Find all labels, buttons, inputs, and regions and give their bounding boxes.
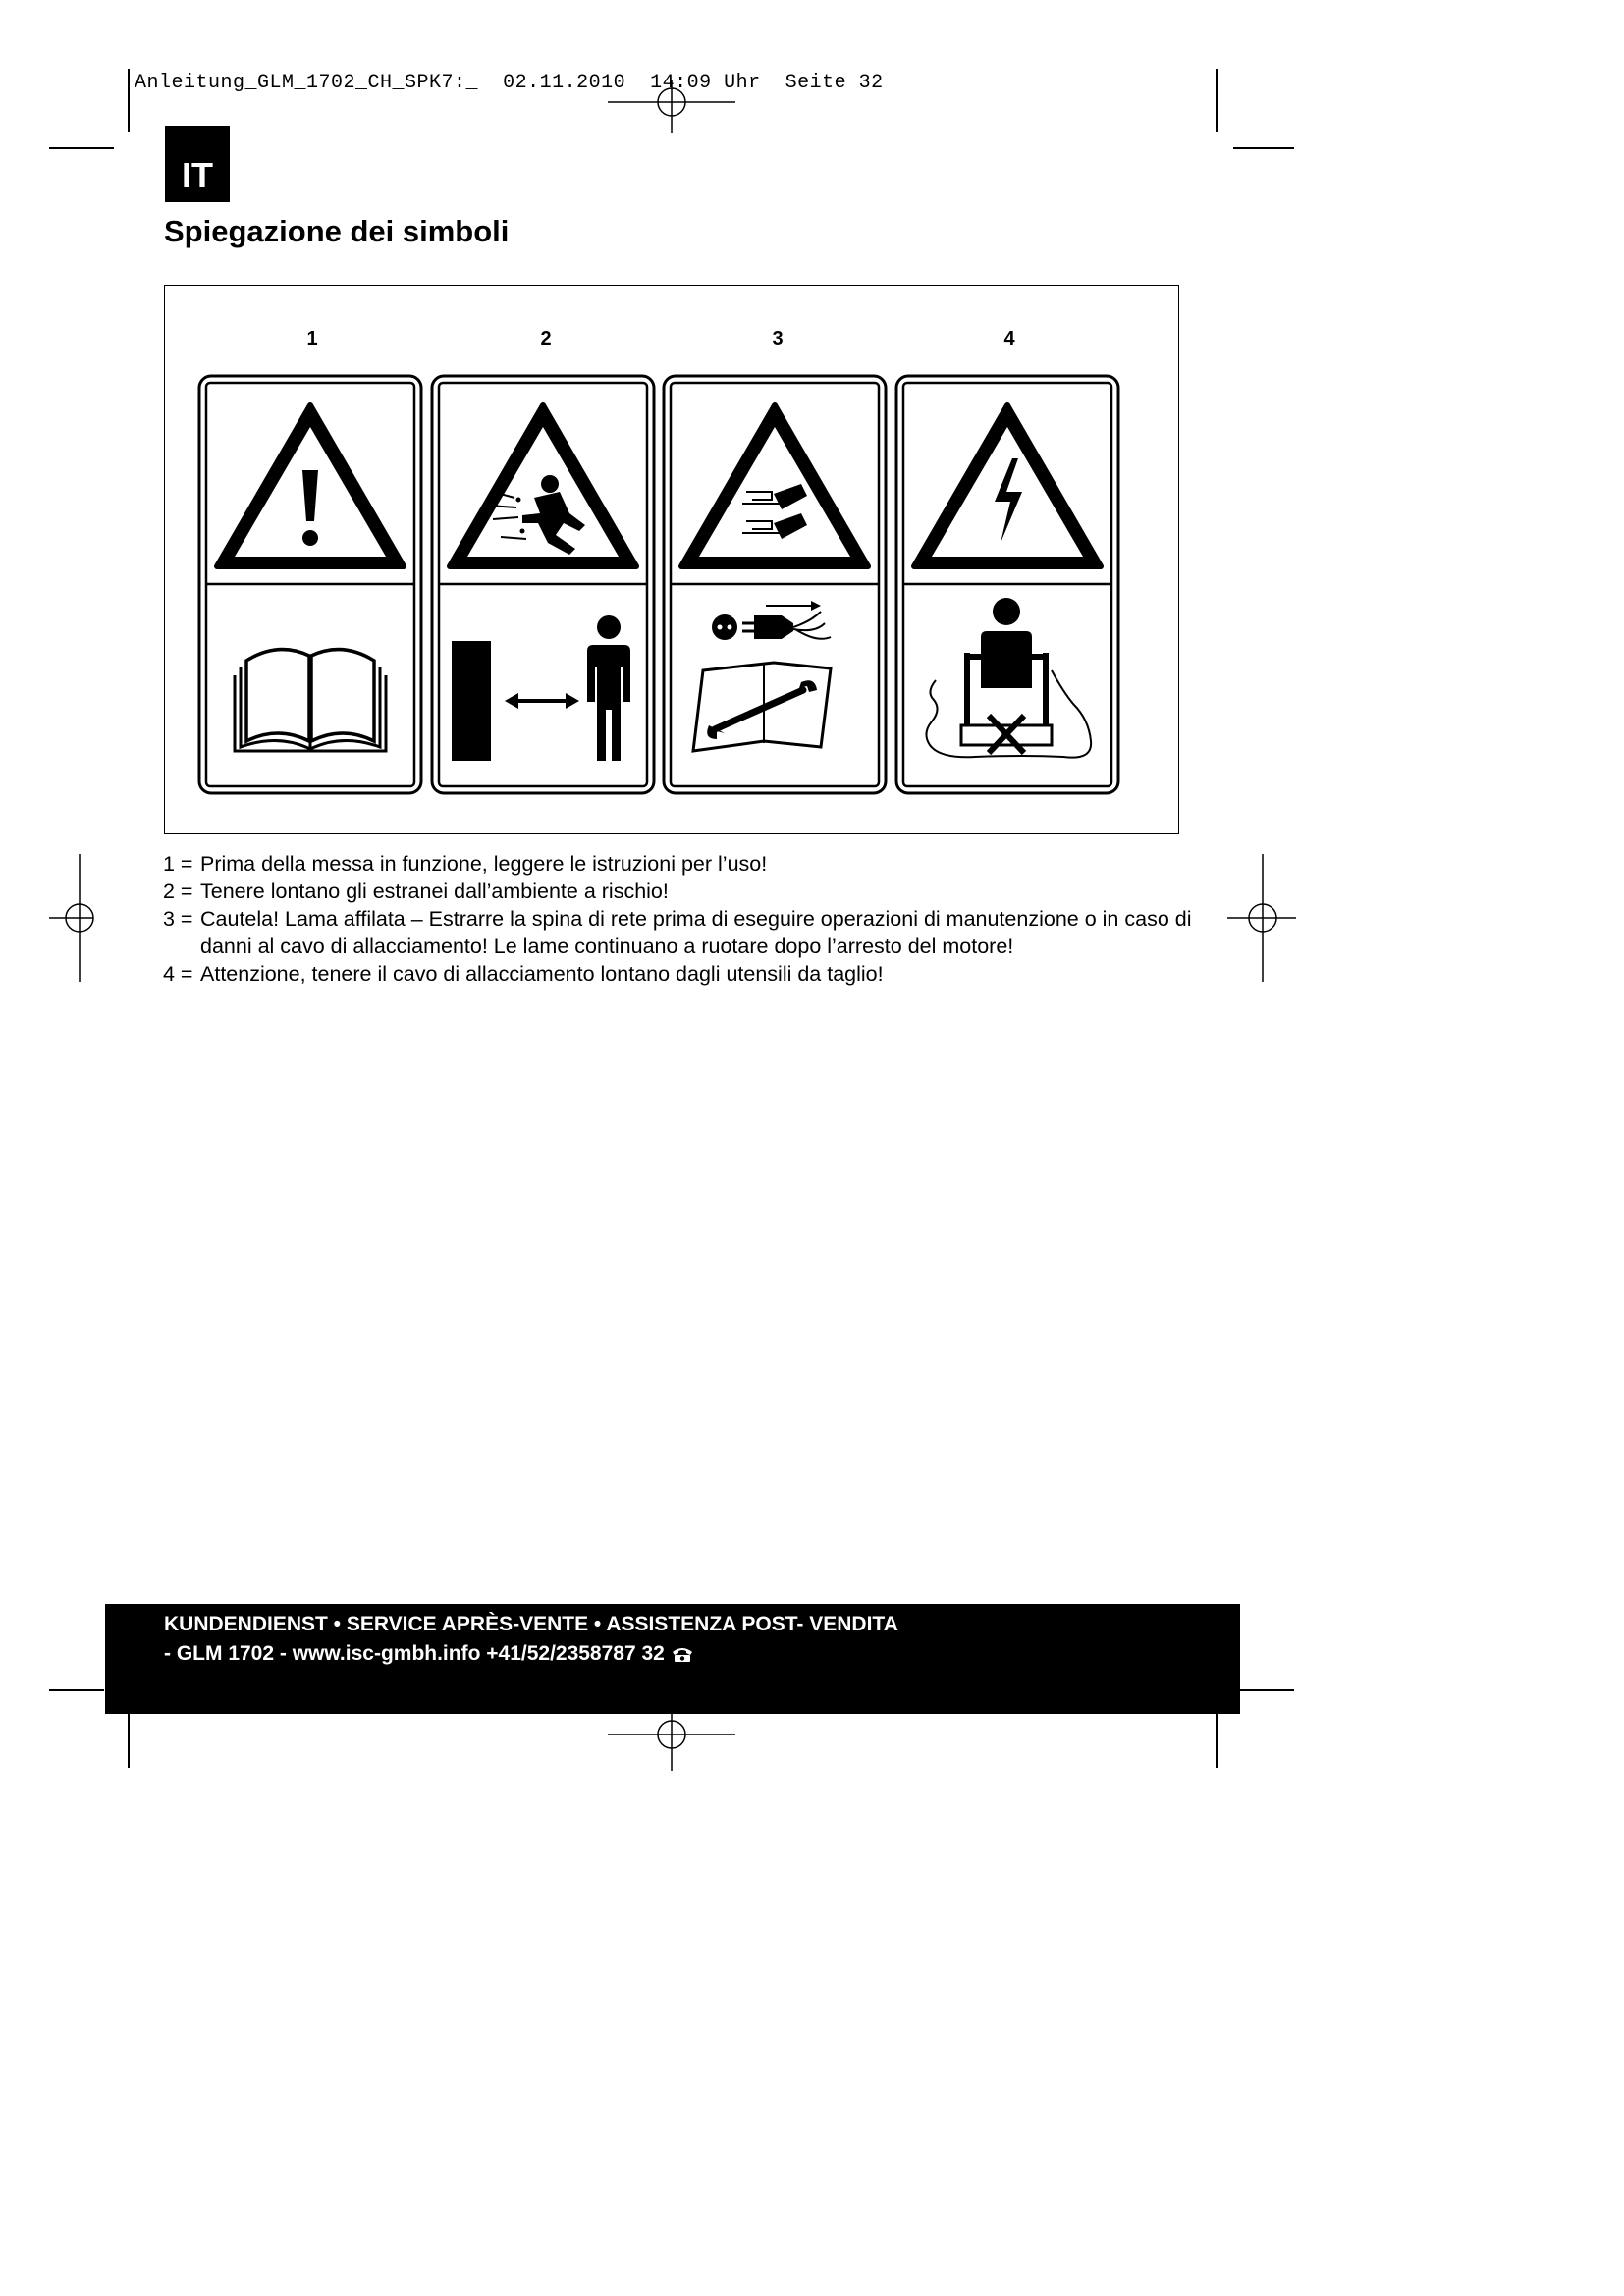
registration-mark-bottom (608, 1712, 735, 1771)
symbol-legend (163, 850, 1194, 988)
symbol-number-2: 2 (540, 328, 552, 349)
registration-mark-left (49, 854, 118, 982)
service-footer (105, 1604, 1240, 1714)
crop-mark (49, 147, 114, 149)
service-footer-contact (164, 1642, 694, 1666)
crop-mark (128, 69, 130, 132)
legend-item (163, 878, 1194, 905)
slug-date: 02.11.2010 (503, 72, 626, 94)
legend-text: Attenzione, tenere il cavo di allacciamento lontano dagli utensili da taglio! (200, 962, 884, 986)
slug-file: Anleitung_GLM_1702_CH_SPK7:_ (135, 72, 479, 94)
thrown-objects-keep-distance-icon (432, 376, 654, 793)
legend-item (163, 850, 1194, 878)
crop-mark (1233, 147, 1294, 149)
print-slug (135, 72, 884, 94)
crop-mark (1216, 69, 1218, 132)
symbol-number-4: 4 (1003, 328, 1015, 349)
legend-item (163, 905, 1194, 960)
legend-number: 2 = (163, 880, 193, 903)
legend-number: 4 = (163, 962, 193, 986)
legend-text: Cautela! Lama affilata – Estrarre la spina di rete prima di eseguire operazioni di manutenzione o in caso di danni al cavo di allacciamento! Le lame continuano a ruotare dopo l’arresto del motore! (200, 907, 1192, 958)
service-contact-text: - GLM 1702 - www.isc-gmbh.info +41/52/2358787 32 (164, 1642, 665, 1665)
slug-page: Seite 32 (785, 72, 884, 94)
crop-mark (49, 1689, 104, 1691)
legend-item (163, 960, 1194, 988)
electric-shock-cable-icon (896, 376, 1118, 793)
exclamation-warning-read-manual-icon (199, 376, 421, 793)
legend-number: 1 = (163, 852, 193, 876)
symbols-panel (164, 285, 1179, 834)
language-badge: IT (165, 126, 230, 202)
legend-text: Prima della messa in funzione, leggere le istruzioni per l’uso! (200, 852, 768, 876)
crop-mark (128, 1713, 130, 1768)
crop-mark (1216, 1713, 1218, 1768)
service-footer-heading: KUNDENDIENST • SERVICE APRÈS-VENTE • ASSISTENZA POST- VENDITA (164, 1613, 898, 1635)
crop-mark (1240, 1689, 1294, 1691)
slug-time: 14:09 Uhr (650, 72, 761, 94)
registration-mark-right (1208, 854, 1296, 982)
legend-text: Tenere lontano gli estranei dall’ambiente a rischio! (200, 880, 669, 903)
telephone-icon (671, 1645, 694, 1663)
registration-mark-top (608, 80, 735, 133)
sharp-blade-unplug-icon (664, 376, 886, 793)
symbol-number-3: 3 (772, 328, 784, 349)
symbol-number-1: 1 (306, 328, 318, 349)
page-title: Spiegazione dei simboli (164, 214, 510, 248)
legend-number: 3 = (163, 907, 193, 931)
